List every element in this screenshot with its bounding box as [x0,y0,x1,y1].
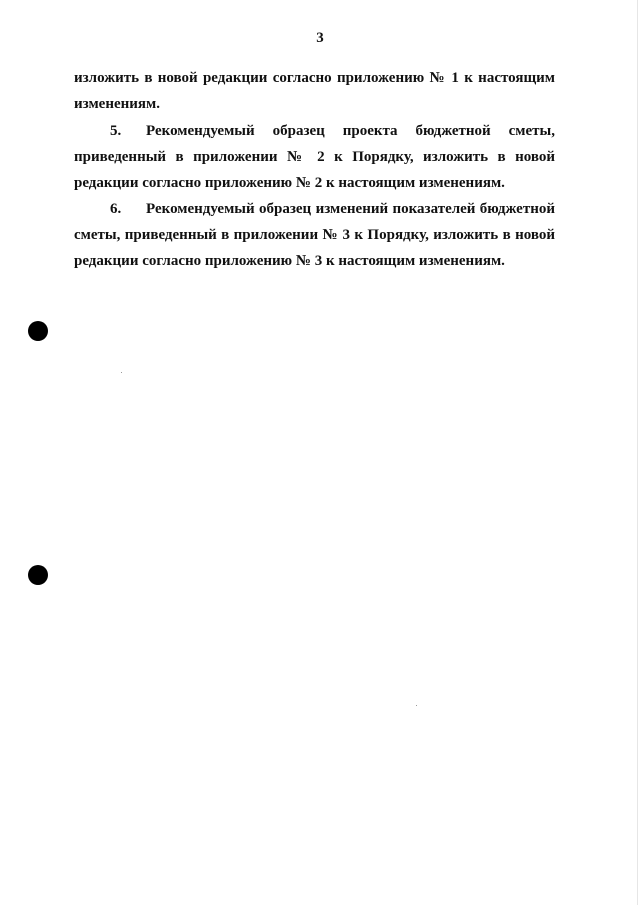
paragraph-text: изложить в новой редакции согласно приложению № 1 к настоящим изменениям. [74,70,555,112]
paragraph-item-5 [74,118,555,196]
paragraph-text: Рекомендуемый образец проекта бюджетной сметы, приведенный в приложении № 2 к Порядку, изложить в новой редакции согласно приложению № 2 к настоящим изменениям. [74,123,555,191]
paragraph-continuation [74,65,555,117]
punch-hole-bottom [28,565,48,585]
paragraph-number: 5. [110,123,122,139]
paragraph-item-6 [74,196,555,274]
paragraph-number: 6. [110,201,122,217]
paragraph-text: Рекомендуемый образец изменений показателей бюджетной сметы, приведенный в приложении № 3 к Порядку, изложить в новой редакции согласно приложению № 3 к настоящим изменениям. [74,201,555,269]
scan-speck [416,705,417,706]
page-number: 3 [316,30,324,46]
scan-speck [121,372,122,373]
punch-hole-top [28,321,48,341]
scan-edge-line [637,0,638,905]
